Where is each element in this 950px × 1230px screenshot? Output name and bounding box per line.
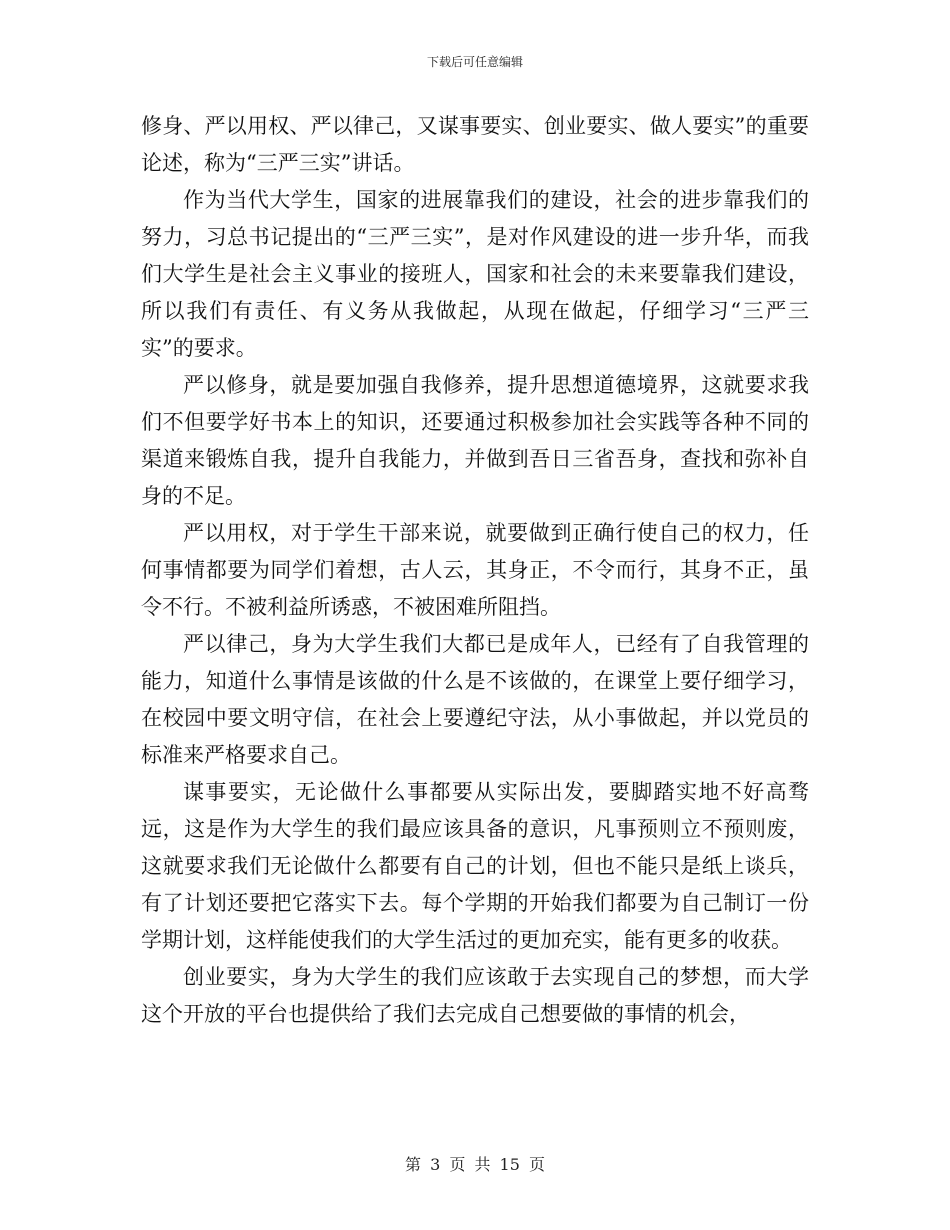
paragraph-self-discipline: 严以律己，身为大学生我们大都已是成年人，已经有了自我管理的能力，知道什么事情是该做的什么是不该做的，在课堂上要仔细学习，在校园中要文明守信，在社会上要遵纪守法，从小事做起，并以党员的标准来严格要求自己。	[141, 632, 809, 767]
paragraph-college-students: 作为当代大学生，国家的进展靠我们的建设，社会的进步靠我们的努力，习总书记提出的“三严三实”，是对作风建设的进一步升华，而我们大学生是社会主义事业的接班人，国家和社会的未来要靠我们建设，所以我们有责任、有义务从我做起，从现在做起，仔细学习“三严三实”的要求。	[141, 188, 809, 360]
page-number: 第 3 页 共 15 页	[405, 1155, 545, 1174]
paragraph-entrepreneurship: 创业要实，身为大学生的我们应该敢于去实现自己的梦想，而大学这个开放的平台也提供给了我们去完成自己想要做的事情的机会，	[141, 965, 809, 1026]
paragraph-continuation: 修身、严以用权、严以律己，又谋事要实、创业要实、做人要实”的重要论述，称为“三严三实”讲话。	[141, 114, 809, 175]
page-header: 下载后可任意编辑	[426, 55, 523, 69]
document-body	[141, 108, 809, 1033]
paragraph-use-of-power: 严以用权，对于学生干部来说，就要做到正确行使自己的权力，任何事情都要为同学们着想，古人云，其身正，不令而行，其身不正，虽令不行。不被利益所诱惑，不被困难所阻挡。	[141, 521, 809, 619]
paragraph-practical-planning: 谋事要实，无论做什么事都要从实际出发，要脚踏实地不好高骛远，这是作为大学生的我们最应该具备的意识，凡事预则立不预则废，这就要求我们无论做什么都要有自己的计划，但也不能只是纸上谈兵，有了计划还要把它落实下去。每个学期的开始我们都要为自己制订一份学期计划，这样能使我们的大学生活过的更加充实，能有更多的收获。	[141, 780, 809, 952]
paragraph-self-cultivation: 严以修身，就是要加强自我修养，提升思想道德境界，这就要求我们不但要学好书本上的知识，还要通过积极参加社会实践等各种不同的渠道来锻炼自我，提升自我能力，并做到吾日三省吾身，查找和弥补自身的不足。	[141, 373, 809, 508]
